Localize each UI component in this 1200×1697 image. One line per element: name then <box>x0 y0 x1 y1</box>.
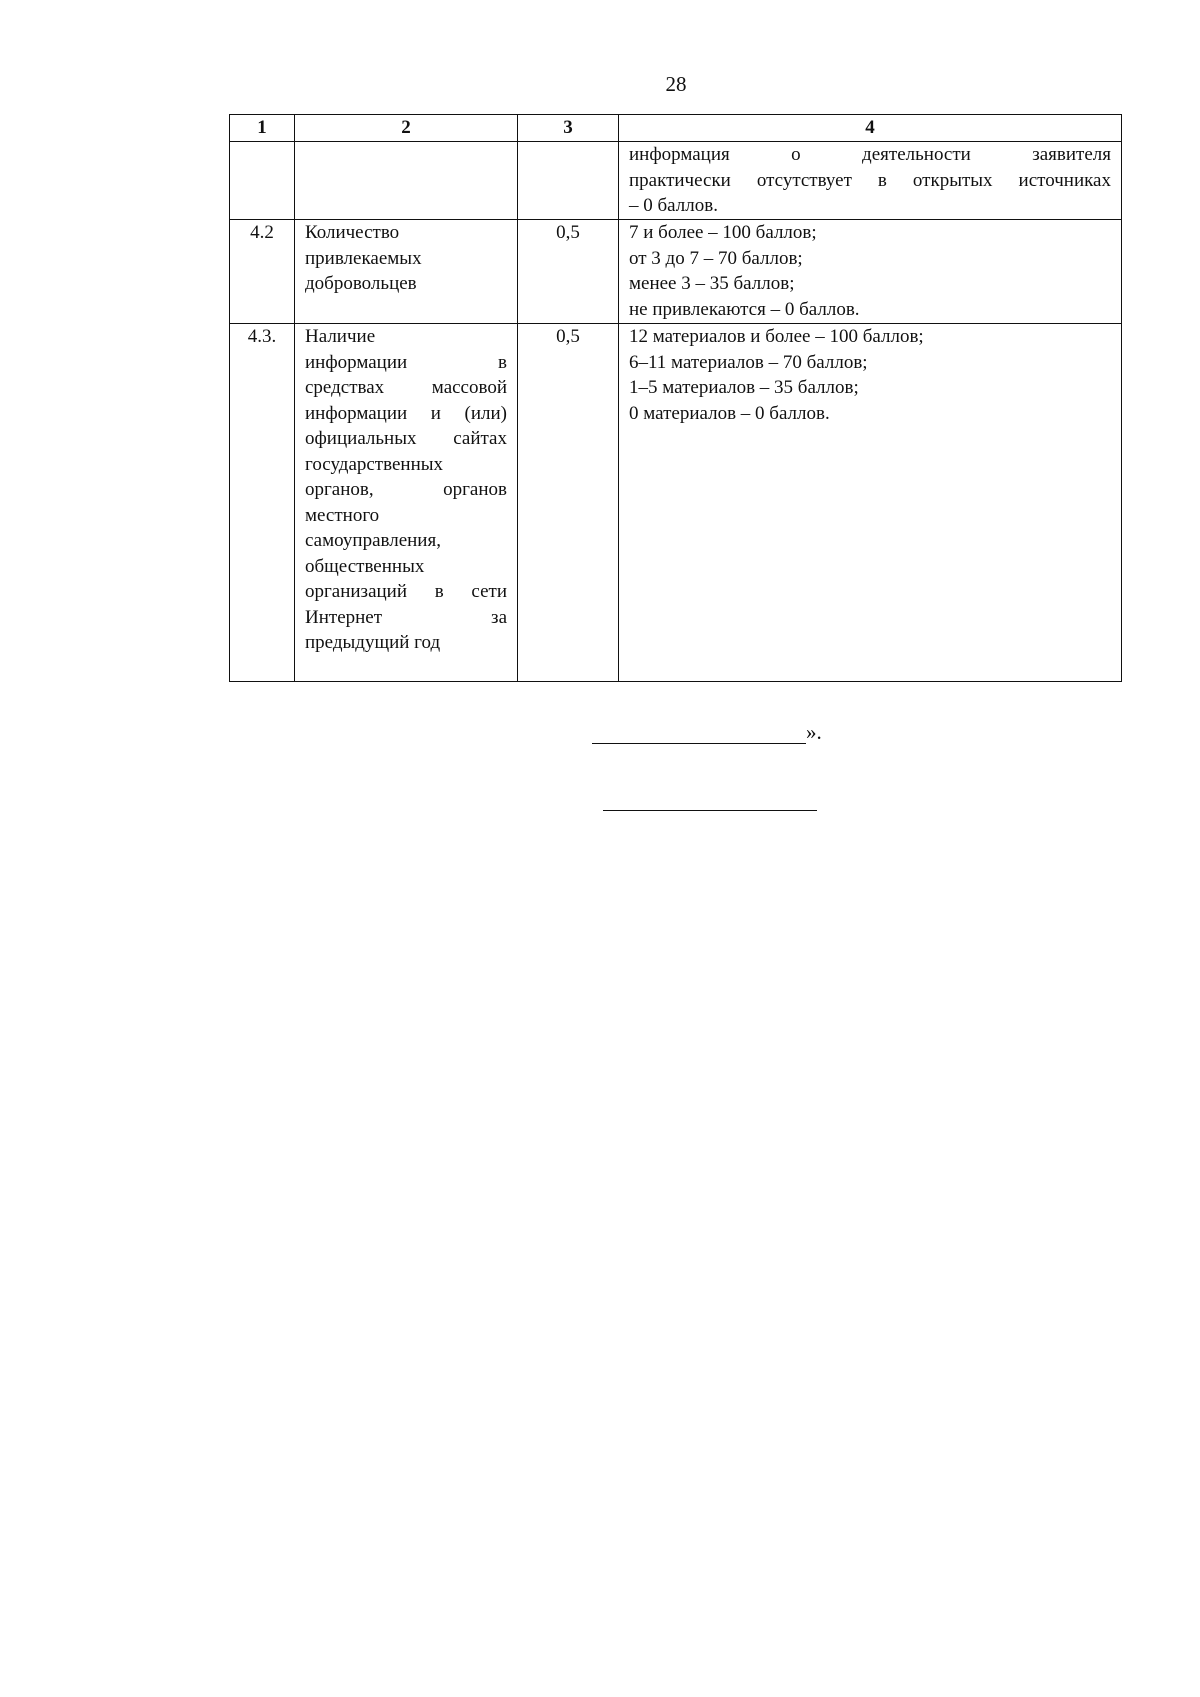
name-line: Интернет за <box>305 606 507 628</box>
page-number: 28 <box>665 72 687 96</box>
criteria-line: не привлекаются – 0 баллов. <box>629 298 860 320</box>
end-of-document-rule <box>603 810 817 811</box>
name-line: Количество <box>305 222 400 243</box>
row-criteria <box>619 220 1122 324</box>
name-line: самоуправления, <box>305 530 441 551</box>
closing-mark: ». <box>806 720 822 744</box>
criteria-line: 1–5 материалов – 35 баллов; <box>629 377 859 398</box>
column-header: 3 <box>518 115 619 142</box>
row-name <box>295 220 518 324</box>
name-line: Наличие <box>305 326 376 347</box>
column-header: 1 <box>230 115 295 142</box>
criteria-table <box>229 114 1122 682</box>
table-row-continuation <box>230 142 1122 220</box>
name-line: средствах массовой <box>305 377 507 398</box>
weight-cell <box>518 142 619 220</box>
criteria-line: от 3 до 7 – 70 баллов; <box>629 247 803 269</box>
column-header: 2 <box>295 115 518 142</box>
criteria-line: практически отсутствует в открытых источниках <box>629 169 1111 191</box>
row-weight: 0,5 <box>518 220 619 324</box>
row-number: 4.3. <box>230 324 295 682</box>
table-header-row <box>230 115 1122 142</box>
name-line: официальных сайтах <box>305 428 507 449</box>
criteria-line: 6–11 материалов – 70 баллов; <box>629 351 868 373</box>
criteria-line: – 0 баллов. <box>629 195 718 216</box>
table-row <box>230 324 1122 682</box>
name-line: информации и (или) <box>305 402 507 424</box>
table-row <box>230 220 1122 324</box>
row-criteria <box>619 324 1122 682</box>
name-line: информации в <box>305 351 507 373</box>
name-line: добровольцев <box>305 273 417 294</box>
criteria-line: менее 3 – 35 баллов; <box>629 273 795 294</box>
row-number: 4.2 <box>230 220 295 324</box>
criteria-line: 12 материалов и более – 100 баллов; <box>629 326 924 347</box>
name-cell <box>295 142 518 220</box>
closing-line <box>592 720 822 744</box>
row-weight: 0,5 <box>518 324 619 682</box>
criteria-line: 0 материалов – 0 баллов. <box>629 402 830 424</box>
column-header: 4 <box>619 115 1122 142</box>
name-line: привлекаемых <box>305 247 422 269</box>
number-cell <box>230 142 295 220</box>
name-line: государственных <box>305 453 444 475</box>
row-name <box>295 324 518 682</box>
closing-rule <box>592 721 806 744</box>
name-line: местного <box>305 504 380 526</box>
name-line: предыдущий год <box>305 632 441 653</box>
name-line: общественных <box>305 555 425 577</box>
criteria-cell <box>619 142 1122 220</box>
name-line: органов, органов <box>305 479 507 500</box>
criteria-line: информация о деятельности заявителя <box>629 144 1111 165</box>
criteria-line: 7 и более – 100 баллов; <box>629 222 817 243</box>
name-line: организаций в сети <box>305 581 507 602</box>
